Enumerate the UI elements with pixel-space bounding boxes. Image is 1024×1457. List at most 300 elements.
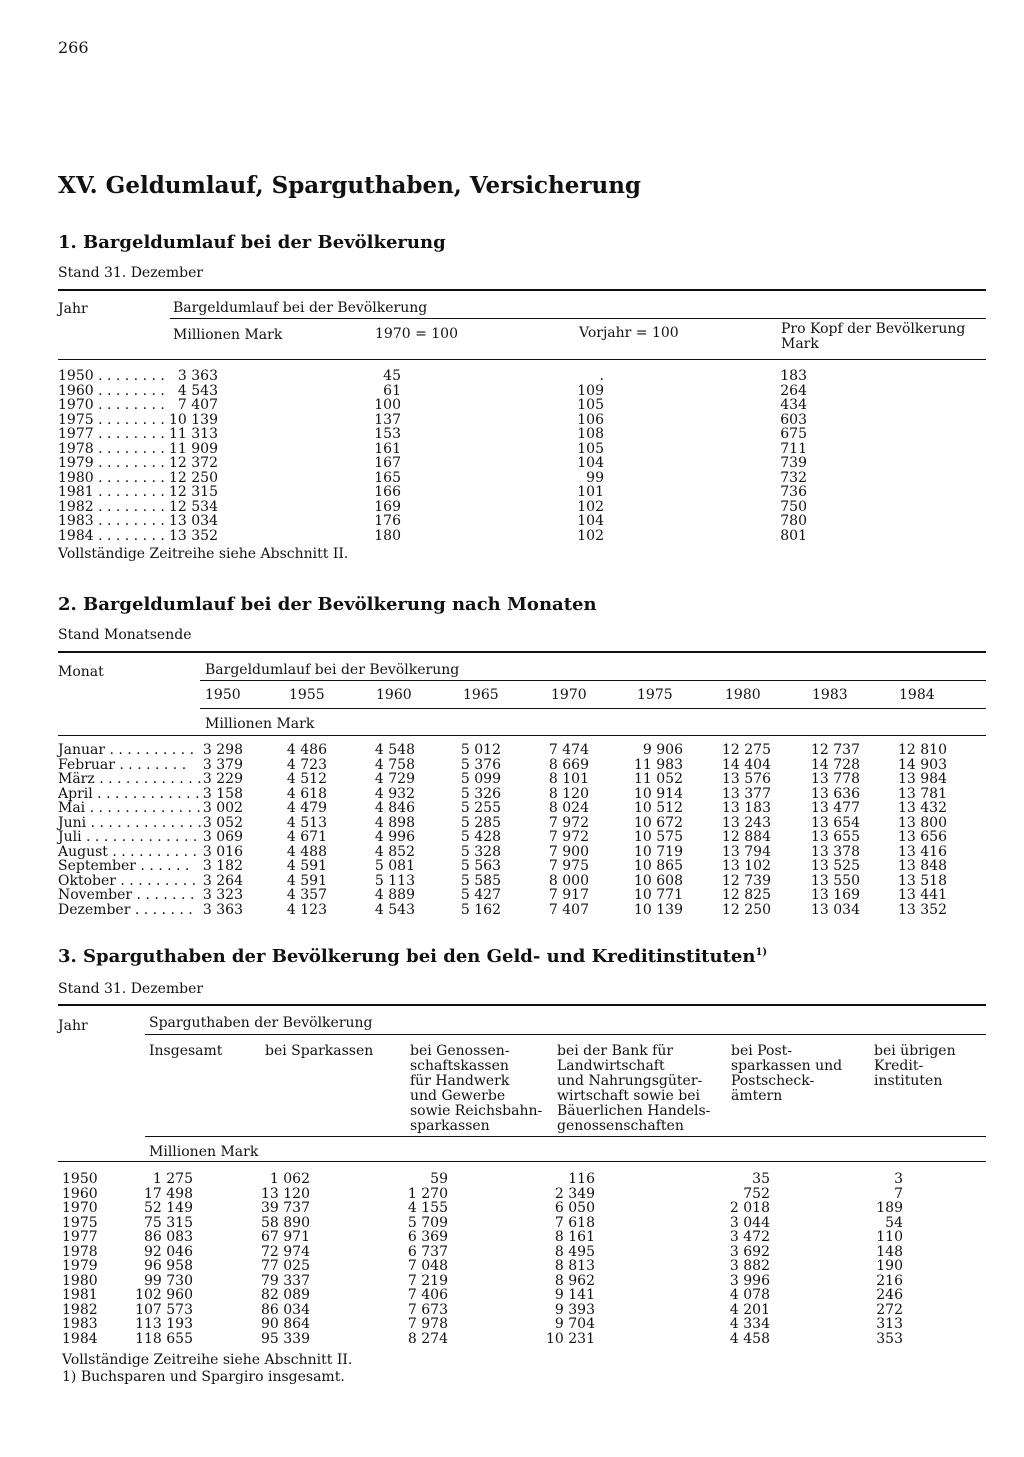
table2-value: 13 034 [811,902,860,918]
table3-footnote-2: 1) Buchsparen und Spargiro insgesamt. [62,1369,345,1385]
table3-value: 35 [752,1171,770,1187]
table2-value: 3 158 [202,786,243,802]
table3-col-header: bei übrigen Kredit- instituten [874,1043,956,1089]
table2-year-col: 1950 [205,687,241,703]
table3-value: 3 044 [729,1215,770,1231]
table2-value: 7 972 [548,815,589,831]
table3-value: 79 337 [261,1273,310,1289]
table3-value: 17 498 [144,1186,193,1202]
table3-value: 113 193 [135,1316,193,1332]
table3-year: 1970 [62,1200,98,1216]
table2-top-rule [58,651,986,653]
table1-top-rule [58,289,986,291]
table2-year-col: 1980 [725,687,761,703]
table1-mio: 3 363 [177,368,218,384]
table1-vorjahr: 99 [586,470,604,486]
table2-month: Juni . . . . . . . . . . . . . [58,815,202,831]
table3-value: 59 [430,1171,448,1187]
table1-year: 1983 . . . . . . . . [58,513,165,529]
table1-year: 1950 . . . . . . . . [58,368,165,384]
table1-prokopf: 675 [780,426,807,442]
table1-footnote: Vollständige Zeitreihe siehe Abschnitt II. [58,546,349,562]
table2-value: 13 654 [811,815,860,831]
table3-value: 8 962 [554,1273,595,1289]
table2-value: 5 285 [460,815,501,831]
table2-value: 8 669 [548,757,589,773]
table3-value: 3 882 [729,1258,770,1274]
table2-value: 4 123 [286,902,327,918]
table2-value: 4 591 [286,858,327,874]
table3-col-header: bei Sparkassen [265,1043,374,1059]
table2-value: 13 518 [898,873,947,889]
table1-index1970: 161 [374,441,401,457]
table2-title: 2. Bargeldumlauf bei der Bevölkerung nach Monaten [58,594,597,615]
table3-value: 4 155 [407,1200,448,1216]
table2-value: 13 477 [811,800,860,816]
table1-vorjahr: 102 [577,528,604,544]
table3-value: 7 219 [407,1273,448,1289]
table2-value: 13 636 [811,786,860,802]
table2-value: 13 656 [898,829,947,845]
table3-year: 1984 [62,1331,98,1347]
table3-value: 148 [876,1244,903,1260]
table3-year: 1960 [62,1186,98,1202]
table3-value: 116 [568,1171,595,1187]
table2-value: 10 771 [634,887,683,903]
table3-col-header: bei der Bank für Landwirtschaft und Nahrungsgüter- wirtschaft sowie bei Bäuerlichen Handels- genossenschaften [557,1043,711,1134]
table2-value: 11 052 [634,771,683,787]
table2-value: 13 655 [811,829,860,845]
table3-col-jahr: Jahr [58,1018,88,1034]
table1-year: 1980 . . . . . . . . [58,470,165,486]
table3-value: 9 393 [554,1302,595,1318]
table1-mio: 7 407 [177,397,218,413]
table2-value: 4 357 [286,887,327,903]
table2-value: 5 328 [460,844,501,860]
table3-value: 5 709 [407,1215,448,1231]
table3-value: 10 231 [546,1331,595,1347]
table2-value: 3 379 [202,757,243,773]
table1-col-mio: Millionen Mark [173,327,283,343]
table3-value: 353 [876,1331,903,1347]
table1-prokopf: 603 [780,412,807,428]
table2-value: 11 983 [634,757,683,773]
table1-prokopf: 264 [780,383,807,399]
table1-title: 1. Bargeldumlauf bei der Bevölkerung [58,232,446,253]
table1-vorjahr: . [599,368,604,384]
table3-year: 1980 [62,1273,98,1289]
table2-value: 4 889 [374,887,415,903]
table3-value: 110 [876,1229,903,1245]
table3-value: 4 334 [729,1316,770,1332]
table1-group-header: Bargeldumlauf bei der Bevölkerung [173,300,428,316]
table2-value: 3 069 [202,829,243,845]
table2-value: 3 052 [202,815,243,831]
table3-value: 86 083 [144,1229,193,1245]
table2-month: Mai . . . . . . . . . . . . . [58,800,201,816]
table1-year: 1981 . . . . . . . . [58,484,165,500]
table3-value: 107 573 [135,1302,193,1318]
table2-value: 12 825 [722,887,771,903]
table2-value: 10 608 [634,873,683,889]
table3-value: 96 958 [144,1258,193,1274]
table2-month: Februar . . . . . . . . [58,757,187,773]
table2-value: 13 169 [811,887,860,903]
table2-value: 4 671 [286,829,327,845]
table3-value: 102 960 [135,1287,193,1303]
table2-value: 4 996 [374,829,415,845]
table3-value: 1 275 [152,1171,193,1187]
table3-value: 72 974 [261,1244,310,1260]
table2-value: 7 407 [548,902,589,918]
table1-vorjahr: 109 [577,383,604,399]
table1-year: 1977 . . . . . . . . [58,426,165,442]
table2-value: 10 914 [634,786,683,802]
table3-stand: Stand 31. Dezember [58,981,204,997]
table1-prokopf: 750 [780,499,807,515]
table1-mio: 13 034 [169,513,218,529]
table2-value: 13 432 [898,800,947,816]
table1-index1970: 167 [374,455,401,471]
table1-vorjahr: 106 [577,412,604,428]
table2-value: 5 255 [460,800,501,816]
table2-value: 5 376 [460,757,501,773]
table2-col-monat: Monat [58,664,104,680]
table3-value: 39 737 [261,1200,310,1216]
table3-title-footnote-marker: 1) [755,947,768,958]
table1-vorjahr: 101 [577,484,604,500]
table2-value: 10 719 [634,844,683,860]
table3-group-header: Sparguthaben der Bevölkerung [149,1015,373,1031]
table2-value: 10 575 [634,829,683,845]
table2-value: 5 081 [374,858,415,874]
table2-value: 7 474 [548,742,589,758]
table2-value: 5 563 [460,858,501,874]
table2-value: 13 183 [722,800,771,816]
table3-header-rule [58,1161,986,1162]
table2-unit: Millionen Mark [205,716,315,732]
table2-value: 10 139 [634,902,683,918]
table2-value: 5 162 [460,902,501,918]
table1-prokopf: 739 [780,455,807,471]
table3-value: 86 034 [261,1302,310,1318]
table2-year-col: 1955 [289,687,325,703]
table2-value: 13 352 [898,902,947,918]
table1-vorjahr: 105 [577,397,604,413]
table3-year: 1975 [62,1215,98,1231]
table3-value: 6 737 [407,1244,448,1260]
table3-value: 2 018 [729,1200,770,1216]
table2-value: 14 404 [722,757,771,773]
chapter-title: XV. Geldumlauf, Sparguthaben, Versicherung [58,172,641,199]
table3-value: 216 [876,1273,903,1289]
table3-group-rule [145,1034,986,1035]
table2-value: 4 846 [374,800,415,816]
table3-value: 190 [876,1258,903,1274]
table2-value: 5 427 [460,887,501,903]
table2-year-col: 1960 [376,687,412,703]
table3-value: 54 [885,1215,903,1231]
table1-mio: 11 909 [169,441,218,457]
table3-value: 1 062 [269,1171,310,1187]
table2-value: 8 120 [548,786,589,802]
table2-value: 7 900 [548,844,589,860]
table2-value: 3 298 [202,742,243,758]
table2-month: Oktober . . . . . . . . . [58,873,197,889]
table1-group-rule [170,318,986,319]
table2-value: 3 016 [202,844,243,860]
table2-value: 12 250 [722,902,771,918]
table2-value: 5 428 [460,829,501,845]
table3-value: 4 458 [729,1331,770,1347]
table3-value: 752 [743,1186,770,1202]
table3-value: 7 406 [407,1287,448,1303]
table3-col-header: Insgesamt [149,1043,223,1059]
table3-value: 75 315 [144,1215,193,1231]
table3-value: 8 495 [554,1244,595,1260]
table2-value: 10 672 [634,815,683,831]
table2-value: 4 758 [374,757,415,773]
table2-value: 13 794 [722,844,771,860]
table1-year: 1970 . . . . . . . . [58,397,165,413]
table2-value: 13 781 [898,786,947,802]
table3-year: 1979 [62,1258,98,1274]
table3-value: 52 149 [144,1200,193,1216]
table3-value: 1 270 [407,1186,448,1202]
table1-vorjahr: 102 [577,499,604,515]
table1-vorjahr: 104 [577,455,604,471]
table2-year-col: 1983 [812,687,848,703]
table2-value: 13 525 [811,858,860,874]
table1-header-rule [58,359,986,360]
table2-value: 13 102 [722,858,771,874]
table2-value: 4 513 [286,815,327,831]
table1-prokopf: 732 [780,470,807,486]
table2-month: August . . . . . . . . . . [58,844,197,860]
table2-month: September . . . . . . [58,858,190,874]
table1-year: 1975 . . . . . . . . [58,412,165,428]
table2-value: 10 512 [634,800,683,816]
table1-index1970: 137 [374,412,401,428]
table1-vorjahr: 105 [577,441,604,457]
table1-prokopf: 780 [780,513,807,529]
table3-value: 189 [876,1200,903,1216]
table2-header-rule [58,735,986,736]
table2-value: 13 550 [811,873,860,889]
table1-mio: 11 313 [169,426,218,442]
table2-value: 13 984 [898,771,947,787]
table2-value: 4 618 [286,786,327,802]
table2-value: 4 479 [286,800,327,816]
table1-mio: 12 534 [169,499,218,515]
table3-value: 6 050 [554,1200,595,1216]
table1-col-jahr: Jahr [58,301,88,317]
table2-year-col: 1965 [463,687,499,703]
table1-year: 1982 . . . . . . . . [58,499,165,515]
table2-year-col: 1984 [899,687,935,703]
table1-index1970: 153 [374,426,401,442]
table3-year: 1981 [62,1287,98,1303]
table1-vorjahr: 104 [577,513,604,529]
table3-top-rule [58,1004,986,1006]
table1-prokopf: 183 [780,368,807,384]
table3-value: 7 673 [407,1302,448,1318]
table2-value: 4 512 [286,771,327,787]
table2-value: 7 975 [548,858,589,874]
table1-index1970: 180 [374,528,401,544]
table3-value: 246 [876,1287,903,1303]
table2-month: Juli . . . . . . . . . . . . . [58,829,198,845]
table2-value: 4 486 [286,742,327,758]
table2-value: 5 326 [460,786,501,802]
table3-value: 3 [894,1171,903,1187]
table2-value: 13 377 [722,786,771,802]
table1-mio: 12 372 [169,455,218,471]
table3-year: 1982 [62,1302,98,1318]
table1-index1970: 166 [374,484,401,500]
table2-value: 4 548 [374,742,415,758]
table2-value: 12 884 [722,829,771,845]
table2-stand: Stand Monatsende [58,627,192,643]
table3-value: 313 [876,1316,903,1332]
table2-value: 3 323 [202,887,243,903]
table1-mio: 10 139 [169,412,218,428]
table3-value: 58 890 [261,1215,310,1231]
table3-title [58,946,767,967]
table2-value: 13 778 [811,771,860,787]
table3-value: 95 339 [261,1331,310,1347]
table3-value: 77 025 [261,1258,310,1274]
table2-month: Januar . . . . . . . . . . [58,742,195,758]
table3-col-header: bei Post- sparkassen und Postscheck- ämtern [731,1043,843,1104]
table3-value: 82 089 [261,1287,310,1303]
table1-year: 1978 . . . . . . . . [58,441,165,457]
table2-value: 3 182 [202,858,243,874]
table2-value: 12 810 [898,742,947,758]
table2-value: 7 917 [548,887,589,903]
table2-value: 14 728 [811,757,860,773]
table1-year: 1984 . . . . . . . . [58,528,165,544]
table2-value: 8 024 [548,800,589,816]
table2-value: 4 543 [374,902,415,918]
table1-prokopf: 736 [780,484,807,500]
table2-month: November . . . . . . . [58,887,195,903]
table2-year-rule [200,708,986,709]
table2-year-col: 1970 [551,687,587,703]
table1-index1970: 165 [374,470,401,486]
table3-value: 13 120 [261,1186,310,1202]
table1-year: 1960 . . . . . . . . [58,383,165,399]
table3-value: 67 971 [261,1229,310,1245]
table2-value: 13 848 [898,858,947,874]
table2-month: Dezember . . . . . . . [58,902,193,918]
table3-value: 8 274 [407,1331,448,1347]
table2-year-col: 1975 [637,687,673,703]
table2-month: März . . . . . . . . . . . . [58,771,202,787]
table3-value: 118 655 [135,1331,193,1347]
table3-value: 7 618 [554,1215,595,1231]
table3-value: 8 813 [554,1258,595,1274]
table3-value: 272 [876,1302,903,1318]
table3-value: 9 141 [554,1287,595,1303]
table2-value: 5 585 [460,873,501,889]
table2-group-header: Bargeldumlauf bei der Bevölkerung [205,662,460,678]
table1-index1970: 100 [374,397,401,413]
table3-subheader-rule [145,1136,986,1137]
table2-value: 4 723 [286,757,327,773]
table1-stand: Stand 31. Dezember [58,265,204,281]
table2-value: 14 903 [898,757,947,773]
table1-index1970: 169 [374,499,401,515]
table2-value: 12 737 [811,742,860,758]
table2-value: 12 275 [722,742,771,758]
table3-value: 6 369 [407,1229,448,1245]
table2-value: 9 906 [642,742,683,758]
table3-unit: Millionen Mark [149,1144,259,1160]
table2-value: 3 229 [202,771,243,787]
table2-value: 4 729 [374,771,415,787]
table2-value: 8 101 [548,771,589,787]
table1-prokopf: 801 [780,528,807,544]
table3-value: 4 201 [729,1302,770,1318]
table2-value: 3 363 [202,902,243,918]
table3-value: 7 978 [407,1316,448,1332]
table3-year: 1978 [62,1244,98,1260]
table3-value: 99 730 [144,1273,193,1289]
table2-value: 4 852 [374,844,415,860]
table3-title-text: 3. Sparguthaben der Bevölkerung bei den Geld- und Kreditinstituten [58,946,756,967]
table2-value: 5 099 [460,771,501,787]
table2-value: 4 898 [374,815,415,831]
table2-value: 4 932 [374,786,415,802]
table3-value: 3 472 [729,1229,770,1245]
table1-vorjahr: 108 [577,426,604,442]
table3-value: 92 046 [144,1244,193,1260]
table1-year: 1979 . . . . . . . . [58,455,165,471]
table3-value: 4 078 [729,1287,770,1303]
table1-col-index1970: 1970 = 100 [375,326,458,342]
table1-col-vorjahr: Vorjahr = 100 [579,325,679,341]
table3-year: 1950 [62,1171,98,1187]
table2-value: 5 113 [374,873,415,889]
table2-value: 3 002 [202,800,243,816]
table2-value: 3 264 [202,873,243,889]
table1-col-prokopf: Pro Kopf der Bevölkerung Mark [781,321,966,352]
page-number: 266 [58,38,89,57]
table1-mio: 12 315 [169,484,218,500]
table3-value: 2 349 [554,1186,595,1202]
table1-prokopf: 711 [780,441,807,457]
table2-value: 10 865 [634,858,683,874]
table2-value: 4 488 [286,844,327,860]
table1-mio: 13 352 [169,528,218,544]
table2-value: 7 972 [548,829,589,845]
table1-index1970: 61 [383,383,401,399]
table1-mio: 4 543 [177,383,218,399]
table1-mio: 12 250 [169,470,218,486]
table3-year: 1983 [62,1316,98,1332]
table3-col-header: bei Genossen- schaftskassen für Handwerk und Gewerbe sowie Reichsbahn- sparkassen [410,1043,543,1134]
table2-value: 5 012 [460,742,501,758]
table2-value: 13 800 [898,815,947,831]
table3-year: 1977 [62,1229,98,1245]
table2-value: 8 000 [548,873,589,889]
table3-value: 7 048 [407,1258,448,1274]
table2-group-rule [200,680,986,681]
table2-value: 13 576 [722,771,771,787]
table3-value: 7 [894,1186,903,1202]
table2-value: 13 416 [898,844,947,860]
